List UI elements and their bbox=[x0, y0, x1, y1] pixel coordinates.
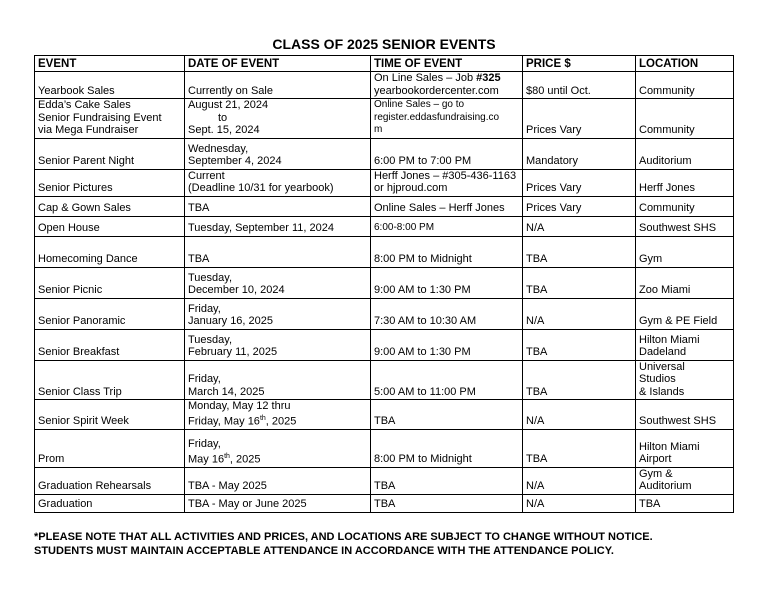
cell-line: Auditorium bbox=[639, 480, 692, 493]
time-cell bbox=[371, 400, 523, 430]
ordinal-suffix: th bbox=[224, 452, 230, 460]
cell-line: Senior Panoramic bbox=[38, 315, 126, 327]
note-line: *PLEASE NOTE THAT ALL ACTIVITIES AND PRICES, AND LOCATIONS ARE SUBJECT TO CHANGE WITHOUT NOTICE. bbox=[34, 531, 653, 543]
cell-line: TBA bbox=[374, 498, 396, 511]
location-cell bbox=[636, 169, 734, 196]
cell-line: Senior Spirit Week bbox=[38, 415, 129, 428]
date-cell bbox=[185, 429, 371, 467]
table-body bbox=[35, 72, 734, 513]
cell-line: N/A bbox=[526, 415, 545, 428]
cell-line: Online Sales – Herff Jones bbox=[374, 202, 505, 214]
table-row bbox=[35, 298, 734, 329]
cell-line: & Islands bbox=[639, 385, 685, 398]
cell-line: March 14, 2025 bbox=[188, 385, 265, 398]
event-cell bbox=[35, 216, 185, 236]
cell-line: N/A bbox=[526, 480, 545, 493]
price-cell bbox=[523, 467, 636, 494]
cell-line: Online Sales – go to bbox=[374, 99, 465, 110]
table-row bbox=[35, 360, 734, 400]
cell-line: TBA - May 2025 bbox=[188, 480, 267, 493]
cell-line: Universal bbox=[639, 360, 685, 373]
table-row bbox=[35, 72, 734, 99]
price-cell bbox=[523, 138, 636, 169]
cell-line: Friday, bbox=[188, 438, 221, 450]
time-cell bbox=[371, 467, 523, 494]
time-cell bbox=[371, 99, 523, 139]
cell-line: 6:00-8:00 PM bbox=[374, 222, 435, 233]
cell-line: TBA bbox=[188, 202, 210, 214]
cell-line: via Mega Fundraiser bbox=[38, 124, 139, 136]
event-cell bbox=[35, 267, 185, 298]
cell-line: Gym & PE Field bbox=[639, 315, 718, 327]
price-cell bbox=[523, 400, 636, 430]
event-cell bbox=[35, 429, 185, 467]
date-cell bbox=[185, 400, 371, 430]
cell-line: N/A bbox=[526, 222, 545, 234]
cell-line: N/A bbox=[526, 498, 545, 511]
date-cell bbox=[185, 72, 371, 99]
location-cell bbox=[636, 196, 734, 216]
event-cell bbox=[35, 169, 185, 196]
time-cell bbox=[371, 298, 523, 329]
location-cell bbox=[636, 216, 734, 236]
table-header-row bbox=[35, 56, 734, 72]
cell-line: Southwest SHS bbox=[639, 222, 717, 234]
date-text: Friday, May 16 bbox=[188, 415, 260, 428]
cell-line: Mandatory bbox=[526, 155, 578, 167]
location-cell bbox=[636, 494, 734, 512]
cell-line: 9:00 AM to 1:30 PM bbox=[374, 346, 471, 358]
cell-line: Currently on Sale bbox=[188, 84, 273, 97]
cell-line: Tuesday, bbox=[188, 271, 233, 284]
event-cell bbox=[35, 99, 185, 139]
time-cell bbox=[371, 169, 523, 196]
price-cell bbox=[523, 267, 636, 298]
cell-line: N/A bbox=[526, 315, 545, 327]
cell-line: TBA bbox=[526, 385, 548, 398]
location-cell bbox=[636, 267, 734, 298]
time-cell bbox=[371, 216, 523, 236]
cell-line: Monday, May 12 thru bbox=[188, 400, 291, 412]
cell-line: TBA bbox=[188, 253, 210, 265]
table-row bbox=[35, 267, 734, 298]
cell-line: Hilton Miami bbox=[639, 333, 700, 346]
time-cell bbox=[371, 72, 523, 99]
location-cell bbox=[636, 72, 734, 99]
location-cell bbox=[636, 429, 734, 467]
date-cell bbox=[185, 138, 371, 169]
event-cell bbox=[35, 329, 185, 360]
cell-line: Prices Vary bbox=[526, 202, 582, 214]
cell-line: January 16, 2025 bbox=[188, 315, 274, 327]
table-row bbox=[35, 494, 734, 512]
note-line: STUDENTS MUST MAINTAIN ACCEPTABLE ATTENDANCE IN ACCORDANCE WITH THE ATTENDANCE POLICY. bbox=[34, 545, 614, 557]
disclaimer-note bbox=[34, 530, 754, 558]
price-cell bbox=[523, 298, 636, 329]
cell-line: TBA bbox=[526, 453, 548, 466]
date-cell bbox=[185, 467, 371, 494]
event-cell bbox=[35, 360, 185, 400]
event-cell bbox=[35, 196, 185, 216]
cell-line: Senior Breakfast bbox=[38, 346, 120, 358]
price-cell bbox=[523, 99, 636, 139]
cell-line: Current bbox=[188, 169, 225, 182]
ordinal-suffix: th bbox=[259, 414, 266, 422]
cell-line: Herff Jones – #305-436-1163 bbox=[374, 169, 517, 182]
cell-line: Airport bbox=[639, 453, 672, 466]
event-cell bbox=[35, 494, 185, 512]
event-cell bbox=[35, 467, 185, 494]
location-cell bbox=[636, 467, 734, 494]
column-header-date: DATE OF EVENT bbox=[185, 56, 371, 72]
cell-line: Homecoming Dance bbox=[38, 253, 138, 265]
table-row bbox=[35, 400, 734, 430]
cell-line: Friday, bbox=[188, 373, 221, 385]
cell-line: yearbookordercenter.com bbox=[374, 84, 499, 97]
cell-line: $80 until Oct. bbox=[526, 84, 591, 97]
table-row bbox=[35, 169, 734, 196]
date-cell bbox=[185, 196, 371, 216]
cell-line: Edda’s Cake Sales bbox=[38, 99, 131, 111]
cell-line: 6:00 PM to 7:00 PM bbox=[374, 155, 472, 167]
price-cell bbox=[523, 360, 636, 400]
events-table bbox=[34, 55, 734, 513]
time-cell bbox=[371, 360, 523, 400]
location-cell bbox=[636, 400, 734, 430]
column-header-price: PRICE $ bbox=[523, 56, 636, 72]
time-cell bbox=[371, 329, 523, 360]
cell-line: TBA bbox=[374, 480, 396, 493]
cell-line bbox=[188, 413, 367, 428]
cell-line: Cap & Gown Sales bbox=[38, 202, 131, 214]
cell-line: Southwest SHS bbox=[639, 415, 717, 428]
time-cell bbox=[371, 494, 523, 512]
time-text: On Line Sales – Job bbox=[374, 72, 477, 84]
cell-line: Senior Picnic bbox=[38, 284, 103, 296]
cell-line: Yearbook Sales bbox=[38, 84, 115, 97]
date-text: May 16 bbox=[188, 453, 225, 466]
price-cell bbox=[523, 236, 636, 267]
price-cell bbox=[523, 196, 636, 216]
table-row bbox=[35, 329, 734, 360]
cell-line: (Deadline 10/31 for yearbook) bbox=[188, 182, 334, 194]
cell-line: Sept. 15, 2024 bbox=[188, 124, 260, 136]
date-cell bbox=[185, 494, 371, 512]
cell-line: Community bbox=[639, 202, 695, 214]
cell-line: Hilton Miami bbox=[639, 440, 700, 453]
time-cell bbox=[371, 236, 523, 267]
cell-line: Tuesday, bbox=[188, 333, 233, 346]
table-row bbox=[35, 196, 734, 216]
cell-line: Studios bbox=[639, 373, 676, 385]
event-cell bbox=[35, 138, 185, 169]
date-text: , 2025 bbox=[229, 453, 261, 466]
cell-line: August 21, 2024 bbox=[188, 99, 269, 111]
date-cell bbox=[185, 169, 371, 196]
cell-line: Dadeland bbox=[639, 346, 687, 358]
location-cell bbox=[636, 99, 734, 139]
cell-line: Prom bbox=[38, 453, 65, 466]
cell-line: or hjproud.com bbox=[374, 182, 448, 194]
cell-line: 8:00 PM to Midnight bbox=[374, 453, 472, 466]
table-row bbox=[35, 216, 734, 236]
cell-line: Prices Vary bbox=[526, 182, 582, 194]
location-cell bbox=[636, 360, 734, 400]
price-cell bbox=[523, 169, 636, 196]
cell-line: Graduation bbox=[38, 498, 93, 511]
date-cell bbox=[185, 99, 371, 139]
event-cell bbox=[35, 72, 185, 99]
event-cell bbox=[35, 298, 185, 329]
price-cell bbox=[523, 72, 636, 99]
date-cell bbox=[185, 236, 371, 267]
table-row bbox=[35, 429, 734, 467]
location-cell bbox=[636, 138, 734, 169]
cell-line: Community bbox=[639, 124, 695, 136]
cell-line: Wednesday, bbox=[188, 142, 249, 155]
cell-line: Gym & bbox=[639, 467, 673, 480]
price-cell bbox=[523, 329, 636, 360]
cell-line bbox=[374, 72, 519, 85]
location-cell bbox=[636, 298, 734, 329]
location-cell bbox=[636, 329, 734, 360]
cell-line: 7:30 AM to 10:30 AM bbox=[374, 315, 477, 327]
cell-line: m bbox=[374, 124, 383, 135]
cell-line: 5:00 AM to 11:00 PM bbox=[374, 385, 476, 398]
cell-line: Auditorium bbox=[639, 155, 692, 167]
cell-line: 9:00 AM to 1:30 PM bbox=[374, 284, 471, 296]
page-title: CLASS OF 2025 SENIOR EVENTS bbox=[272, 36, 496, 52]
cell-line: TBA bbox=[374, 415, 396, 428]
cell-line: February 11, 2025 bbox=[188, 346, 278, 358]
cell-line: Senior Parent Night bbox=[38, 155, 134, 167]
event-cell bbox=[35, 400, 185, 430]
time-cell bbox=[371, 196, 523, 216]
price-cell bbox=[523, 216, 636, 236]
price-cell bbox=[523, 429, 636, 467]
cell-line: Friday, bbox=[188, 302, 221, 315]
cell-line: to bbox=[218, 111, 228, 124]
cell-line: TBA - May or June 2025 bbox=[188, 498, 307, 511]
location-cell bbox=[636, 236, 734, 267]
cell-line: Graduation Rehearsals bbox=[38, 480, 152, 493]
time-cell bbox=[371, 267, 523, 298]
time-cell bbox=[371, 138, 523, 169]
date-cell bbox=[185, 298, 371, 329]
column-header-location: LOCATION bbox=[636, 56, 734, 72]
table-row bbox=[35, 138, 734, 169]
job-number: #325 bbox=[476, 72, 501, 84]
date-cell bbox=[185, 267, 371, 298]
table-row bbox=[35, 236, 734, 267]
date-cell bbox=[185, 216, 371, 236]
cell-line: TBA bbox=[526, 253, 548, 265]
cell-line: Prices Vary bbox=[526, 124, 582, 136]
cell-line: Gym bbox=[639, 253, 663, 265]
cell-line: Zoo Miami bbox=[639, 284, 691, 296]
table-row bbox=[35, 467, 734, 494]
column-header-event: EVENT bbox=[35, 56, 185, 72]
cell-line: TBA bbox=[639, 498, 661, 511]
price-cell bbox=[523, 494, 636, 512]
cell-line: Open House bbox=[38, 222, 100, 234]
cell-line bbox=[188, 451, 367, 466]
cell-line: Senior Fundraising Event bbox=[38, 111, 162, 124]
cell-line: register.eddasfundraising.co bbox=[374, 111, 500, 123]
cell-line: September 4, 2024 bbox=[188, 155, 282, 167]
cell-line: Community bbox=[639, 84, 695, 97]
cell-line: 8:00 PM to Midnight bbox=[374, 253, 472, 265]
cell-line: TBA bbox=[526, 284, 548, 296]
cell-line: Tuesday, September 11, 2024 bbox=[188, 222, 334, 234]
table-row bbox=[35, 99, 734, 139]
date-cell bbox=[185, 329, 371, 360]
cell-line: December 10, 2024 bbox=[188, 284, 285, 296]
date-text: , 2025 bbox=[265, 415, 297, 428]
cell-line: TBA bbox=[526, 346, 548, 358]
cell-line: Herff Jones bbox=[639, 182, 696, 194]
column-header-time: TIME OF EVENT bbox=[371, 56, 523, 72]
cell-line: Senior Pictures bbox=[38, 182, 113, 194]
event-cell bbox=[35, 236, 185, 267]
date-cell bbox=[185, 360, 371, 400]
cell-line: Senior Class Trip bbox=[38, 385, 122, 398]
time-cell bbox=[371, 429, 523, 467]
